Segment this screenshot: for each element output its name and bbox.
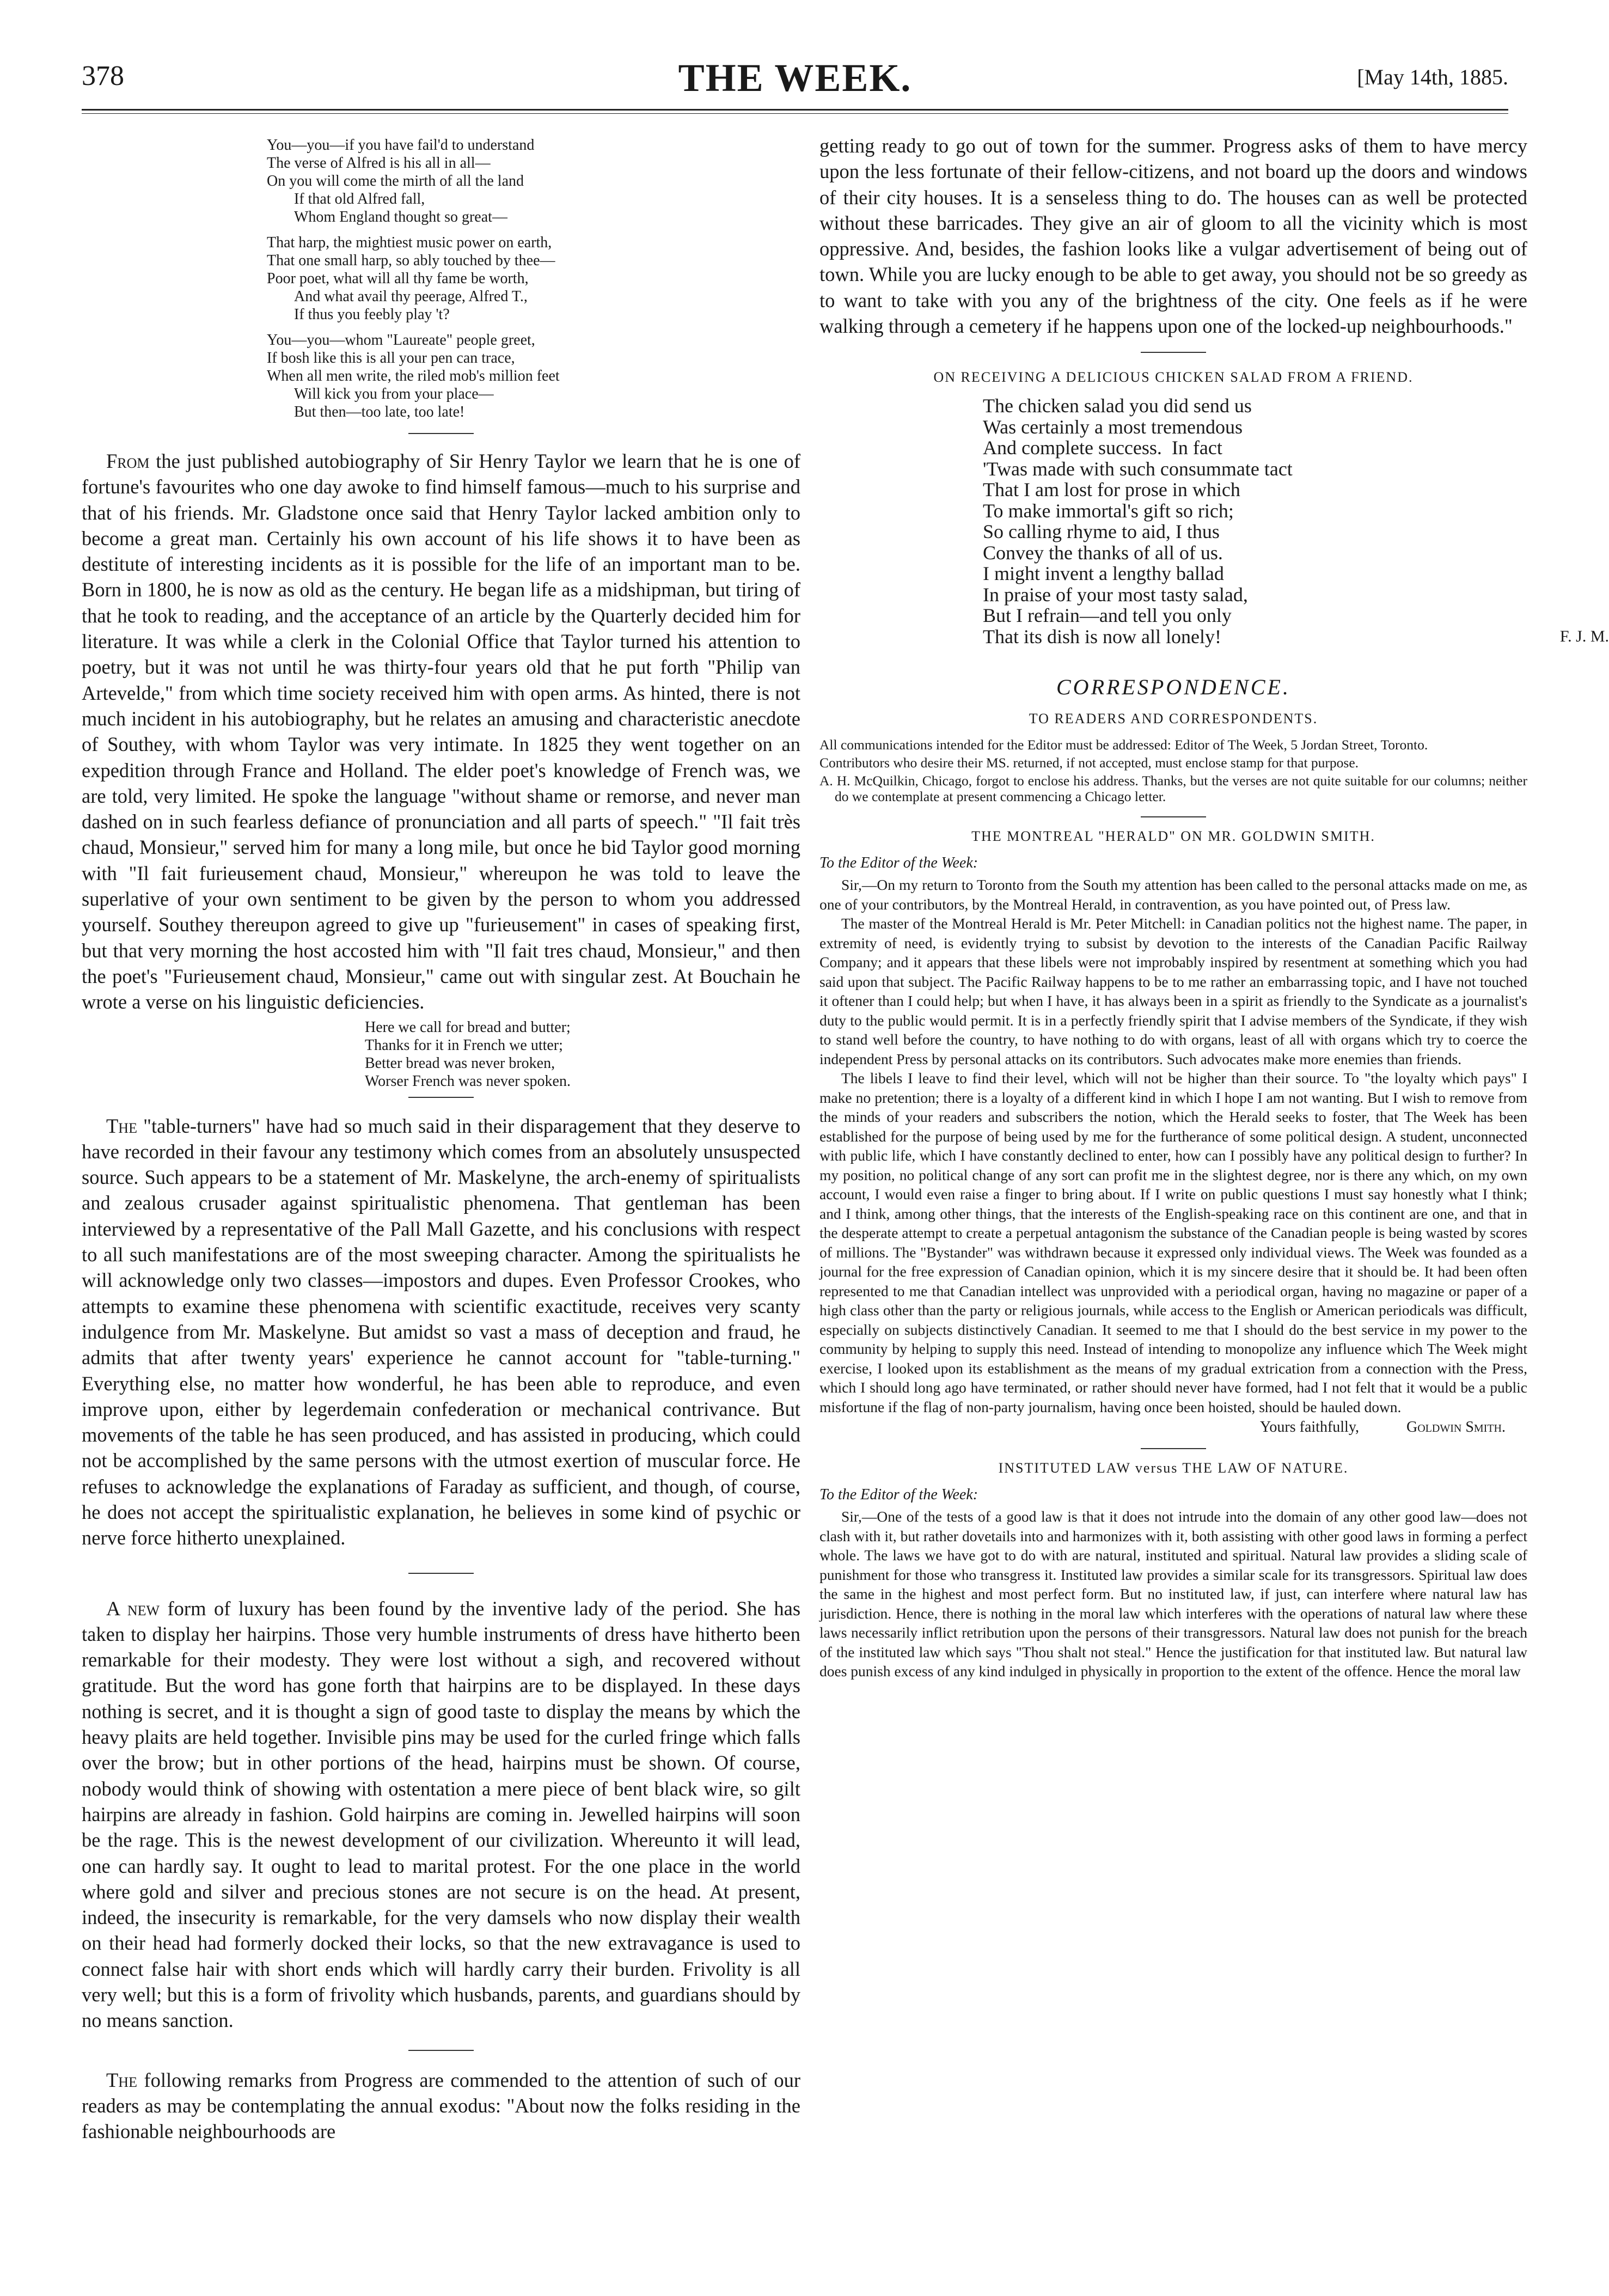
masthead-title: THE WEEK. — [678, 56, 912, 100]
chicken-poem-title: ON RECEIVING A DELICIOUS CHICKEN SALAD FROM A FRIEND. — [933, 369, 1414, 386]
poem-line: Poor poet, what will all thy fame be worth, — [267, 270, 529, 287]
poem-line: In praise of your most tasty salad, — [983, 583, 1248, 606]
poem-line: The verse of Alfred is his all in all— — [267, 155, 491, 172]
poem-line: That one small harp, so ably touched by thee— — [267, 252, 555, 269]
notice-item: A. H. McQuilkin, Chicago, forgot to enclose his address. Thanks, but the verses are not quite suitable for our columns; neither do we contemplate at present commencing a Chicago letter. — [819, 773, 1527, 805]
herald-letter-title: THE MONTREAL "HERALD" ON MR. GOLDWIN SMITH. — [971, 828, 1375, 845]
poem-line: That its dish is now all lonely! — [983, 625, 1221, 648]
page-number: 378 — [82, 60, 124, 91]
left-column — [82, 136, 800, 2145]
editor-notices — [819, 737, 1527, 804]
letter-signature: Yours faithfully, Goldwin Smith. — [1260, 1419, 1506, 1436]
poem-line: So calling rhyme to aid, I thus — [983, 521, 1220, 543]
lead-word: The — [106, 2068, 137, 2091]
chicken-salad-poem — [983, 395, 1609, 648]
separator — [1141, 352, 1206, 353]
separator — [1141, 816, 1206, 817]
separator — [408, 1573, 474, 1574]
progress-text: following remarks from Progress are commended to the attention of such of our readers as may be contemplating the annual exodus: "About now the folks residing in the fashionable neighbourhoods are — [82, 2068, 800, 2143]
lead-word: The — [106, 1114, 137, 1137]
correspondence-heading: CORRESPONDENCE. — [1056, 675, 1290, 700]
progress-continuation: getting ready to go out of town for the summer. Progress asks of them to have mercy upon the less fortunate of their fellow-citizens, and not board up the doors and windows of their city houses. It is a senseless thing to do. The houses can as well be protected without these barricades. They give an air of gloom to all the vicinity which is most oppressive. And, besides, the fashion looks like a vulgar advertisement of being out of town. While you are lucky enough to be able to get away, you should not be so greedy as to want to take with you any of the brightness of the city. One feels as if he were walking through a cemetery if he happens upon one of the locked-up neighbourhoods." — [819, 135, 1527, 338]
poem-line: When all men write, the riled mob's million feet — [267, 368, 560, 384]
notice-item: All communications intended for the Editor must be addressed: Editor of The Week, 5 Jordan Street, Toronto. — [819, 737, 1428, 753]
poem-line: Was certainly a most tremendous — [983, 416, 1243, 438]
poem-line — [267, 226, 800, 234]
page-header — [82, 56, 1508, 103]
right-column — [819, 133, 1609, 1681]
poem-line: 'Twas made with such consummate tact — [983, 457, 1293, 480]
header-rule-thin — [82, 113, 1508, 114]
issue-date: [May 14th, 1885. — [1357, 65, 1508, 89]
poem-line: The chicken salad you did send us — [983, 395, 1252, 417]
law-letter: Sir,—One of the tests of a good law is that it does not intrude into the domain of any other good law—does not clash with it, but rather dovetails into and harmonizes with it, both assisting with other good laws in forming a perfect whole. The laws we have got to do with are natural, instituted and spiritual. Natural law provides a sliding scale of punishment for those who transgress it. Instituted law provides a similar scale for its transgressors. Spiritual law does the same in the highest and most perfect form. But no instituted law, if just, can interfere where natural law has jurisdiction. Hence, there is nothing in the moral law which interferes with the operations of natural law where these laws necessarily inflict retribution upon the persons of their transgressors. Natural law does not punish for the breach of the instituted law which says "Thou shalt not steal." Hence the justification for that instituted law. But natural law does punish excess of any kind indulged in physically in proportion to the extent of the offence. Hence the moral law — [819, 1508, 1527, 1680]
poem-line: If that old Alfred fall, — [294, 191, 425, 207]
poem-line: On you will come the mirth of all the land — [267, 173, 524, 190]
verse-line: Better bread was never broken, — [365, 1054, 555, 1072]
poem-signature: F. J. M. — [1559, 627, 1609, 645]
poem-line: But then—too late, too late! — [294, 404, 465, 420]
header-rule — [82, 109, 1508, 111]
notice-item: Contributors who desire their MS. returned, if not accepted, must enclose stamp for that purpose. — [819, 755, 1359, 771]
poem-line: That I am lost for prose in which — [983, 479, 1240, 501]
herald-letter: Sir,—On my return to Toronto from the South my attention has been called to the personal attacks made on me, as one of your contributors, by the Montreal Herald, in contravention, as you have pointed out, of Press law. The master of the Montreal Herald is Mr. Peter Mitchell: in Canadian politics not the highest name. The paper, in extremity of need, is evidently trying to subsist by devotion to the interests of the Canadian Pacific Railway Company; and it appears that these libels were not improbably inspired by resentment at something which you had said upon that subject. The Pacific Railway happens to be to me rather an embarrassing topic, and I have not touched it oftener than I could help; but when I have, it has always been in a spirit as friendly to the Syndicate as a journalist's duty to the public would permit. It is in a perfectly friendly spirit that I advise members of the Syndicate, if they wish to stand well before the country, to have nothing to do with organs, least of all with organs which try to coerce the independent Press by personal attacks on its contributors. Such advocates make more enemies than friends. The libels I leave to find their level, which will not be higher than their source. To "the loyalty which pays" I make no pretention; there is a loyalty of a different kind in which I hope I am not wanting. But I wish to remove from the minds of your readers and subscribers the notion, which the Herald seeks to foster, that The Week has been established for the purpose of being used by me for the furtherance of some political design. A student, unconnected with public life, which I have constantly declined to enter, how can I possibly have any political design to further? In my position, no political change of any sort can profit me in the slightest degree, nor is there any which, on my own account, I would even raise a finger to bring about. If I write on public questions I must say honestly what I think; and I think, among other things, that the interests of the English-speaking race on this continent are one, and that in the desperate attempt to create a perpetual antagonism the substance of the Canadian people is being wasted by scores of millions. The "Bystander" was withdrawn because it expressed only individual views. The Week was founded as a journal for the free expression of Canadian opinion, which it is my sincere desire that it should be. It had been often represented to me that Canadian intellect was unprovided with a periodical organ, having no magazine or paper of a high class other than the party or religious journals, while access to the English or American periodicals was difficult, especially on subjects distinctively Canadian. It seemed to me that I should do the best service in my power to the community by helping to supply this need. Instead of intending to monopolize any influence which The Week might exercise, I looked upon its establishment as the means of my gradual extrication from a connection with the Press, which I should long ago have terminated, or rather should never have formed, had I not felt that it would be a public misfortune if the flag of non-party journalism, having once been hoisted, should be hauled down. — [819, 876, 1527, 1415]
lead-word: From — [106, 450, 150, 472]
poem-line: Convey the thanks of all of us. — [983, 541, 1223, 564]
letter-salutation: To the Editor of the Week: — [819, 854, 978, 872]
lead-word: A new — [106, 1597, 160, 1620]
poem-line: And complete success. In fact — [983, 437, 1222, 459]
poem-line: I might invent a lengthy ballad — [983, 563, 1224, 585]
separator — [408, 1097, 474, 1098]
poem-line: Will kick you from your place— — [294, 386, 494, 402]
verse-line: Here we call for bread and butter; — [365, 1018, 571, 1036]
poem-line: Whom England thought so great— — [294, 209, 507, 225]
progress-article — [82, 2067, 800, 2145]
poem-line: If thus you feebly play 't? — [294, 306, 450, 323]
separator — [408, 2050, 474, 2051]
law-letter-title: INSTITUTED LAW versus THE LAW OF NATURE. — [998, 1460, 1349, 1476]
table-turners-text: "table-turners" have had so much said in their disparagement that they deserve to have recorded in their favour any testimony which comes from an absolutely unsuspected source. Such appears to be a statement of Mr. Maskelyne, the arch-enemy of spiritualists and zealous crusader against spiritualistic phenomena. That gentleman has been interviewed by a representative of the Pall Mall Gazette, and his conclusions with respect to all such manifestations are of the most sweeping character. Among the spiritualists he will acknowledge only two classes—impostors and dupes. Even Professor Crookes, who attempts to examine these phenomena with scientific exactitude, receives very scanty indulgence from Mr. Maskelyne. But amidst so vast a mass of deception and fraud, he admits that after twenty years' experience he cannot account for "table-turning." Everything else, no matter how wonderful, he has been able to reproduce, and even improve upon, either by legerdemain confederation or mechanical contrivance. But movements of the table he has seen produced, and has assisted in producing, which could not be accomplished by the same persons with the utmost exertion of muscular force. He refuses to acknowledge the explanations of Faraday as sufficient, and though, of course, he does not accept the spiritualistic explanation, he believes in some kind of psychic or nerve force hitherto unexplained. — [82, 1114, 800, 1549]
poem-line: If bosh like this is all your pen can trace, — [267, 350, 515, 367]
hairpins-article — [82, 1596, 800, 2034]
poem-line: You—you—whom "Laureate" people greet, — [267, 332, 535, 349]
poem-line: But I refrain—and tell you only — [983, 604, 1232, 627]
poem-line — [267, 323, 800, 331]
verse-line: Worser French was never spoken. — [365, 1072, 571, 1090]
poem-line: You—you—if you have fail'd to understand — [267, 137, 535, 154]
taylor-article — [82, 448, 800, 1015]
separator — [408, 433, 474, 434]
hairpins-text: form of luxury has been found by the inventive lady of the period. She has taken to display her hairpins. Those very humble instruments of dress have hitherto been remarkable for their modesty. They were lost without a sigh, and recovered without gratitude. But the word has gone forth that hairpins are to be displayed. In these days nothing is secret, and it is thought a sign of good taste to display the means by which the heavy plaits are held together. Invisible pins may be used for the curled fringe which falls over the brow; but in other portions of the head, hairpins must be shown. Of course, nobody would think of showing with ostentation a mere piece of bent black wire, so gilt hairpins are already in fashion. Gold hairpins are coming in. Jewelled hairpins will soon be the rage. This is the newest development of our civilization. Whereunto it will lead, one can hardly say. It ought to lead to marital protest. For the one place in the world where gold and silver and precious stones are not secure is on the head. At present, indeed, the insecurity is remarkable, for the very damsels who now display their wealth on their head had formerly docked their locks, so that the new extravagance is used to connect false hair with short ends which will hardly carry their burden. Frivolity is all very well; but this is a form of frivolity which husbands, parents, and guardians should by no means sanction. — [82, 1597, 801, 2032]
alfred-poem — [267, 136, 800, 421]
separator — [1141, 1448, 1206, 1449]
readers-heading: TO READERS AND CORRESPONDENTS. — [1029, 711, 1318, 727]
letter-salutation: To the Editor of the Week: — [819, 1486, 978, 1504]
poem-line: That harp, the mightiest music power on earth, — [267, 234, 552, 251]
verse-line: Thanks for it in French we utter; — [365, 1036, 563, 1054]
poem-line: To make immortal's gift so rich; — [983, 499, 1234, 522]
poem-line: And what avail thy peerage, Alfred T., — [294, 288, 528, 305]
table-turners-article — [82, 1113, 800, 1551]
taylor-text: the just published autobiography of Sir Henry Taylor we learn that he is one of fortune's favourites who one day awoke to find himself famous—much to his surprise and that of his friends. Mr. Gladstone once said that Henry Taylor lacked ambition only to become a great man. Certainly his own account of his life shows it to have been as destitute of interesting incidents as it is possible for the life of an important man to be. Born in 1800, he is now as old as the century. He began life as a midshipman, but tiring of that he took to reading, and the acceptance of an article by the Quarterly decided him for literature. It was while a clerk in the Colonial Office that Taylor turned his attention to poetry, but it was not until he was thirty-four years old that he put forth "Philip van Artevelde," from which time society received him with open arms. As hinted, there is not much incident in his autobiography, but he relates an amusing and characteristic anecdote of Southey, with whom Taylor was very intimate. In 1825 they went together on an expedition through France and Holland. The elder poet's knowledge of French was, we are told, very limited. He spoke the language "without shame or remorse, and never man dashed on in such fearless defiance of pronunciation and all parts of speech." "Il fait très chaud, Monsieur," served him for many a long mile, but once he bid Taylor good morning with "Il fait furieusement chaud, Monsieur," whereupon he was told to leave the superlative of your own sentiment to be given by the person to whom you addressed yourself. Southey thereupon agreed to give up "furieusement" in cases of speaking first, but that very morning the host accosted him with "Il fait tres chaud, Monsieur," and then the poet's "Furieusement chaud, Monsieur," came out with singular zest. At Bouchain he wrote a verse on his linguistic deficiencies. — [82, 450, 801, 1013]
bouchain-verse — [365, 1018, 800, 1090]
